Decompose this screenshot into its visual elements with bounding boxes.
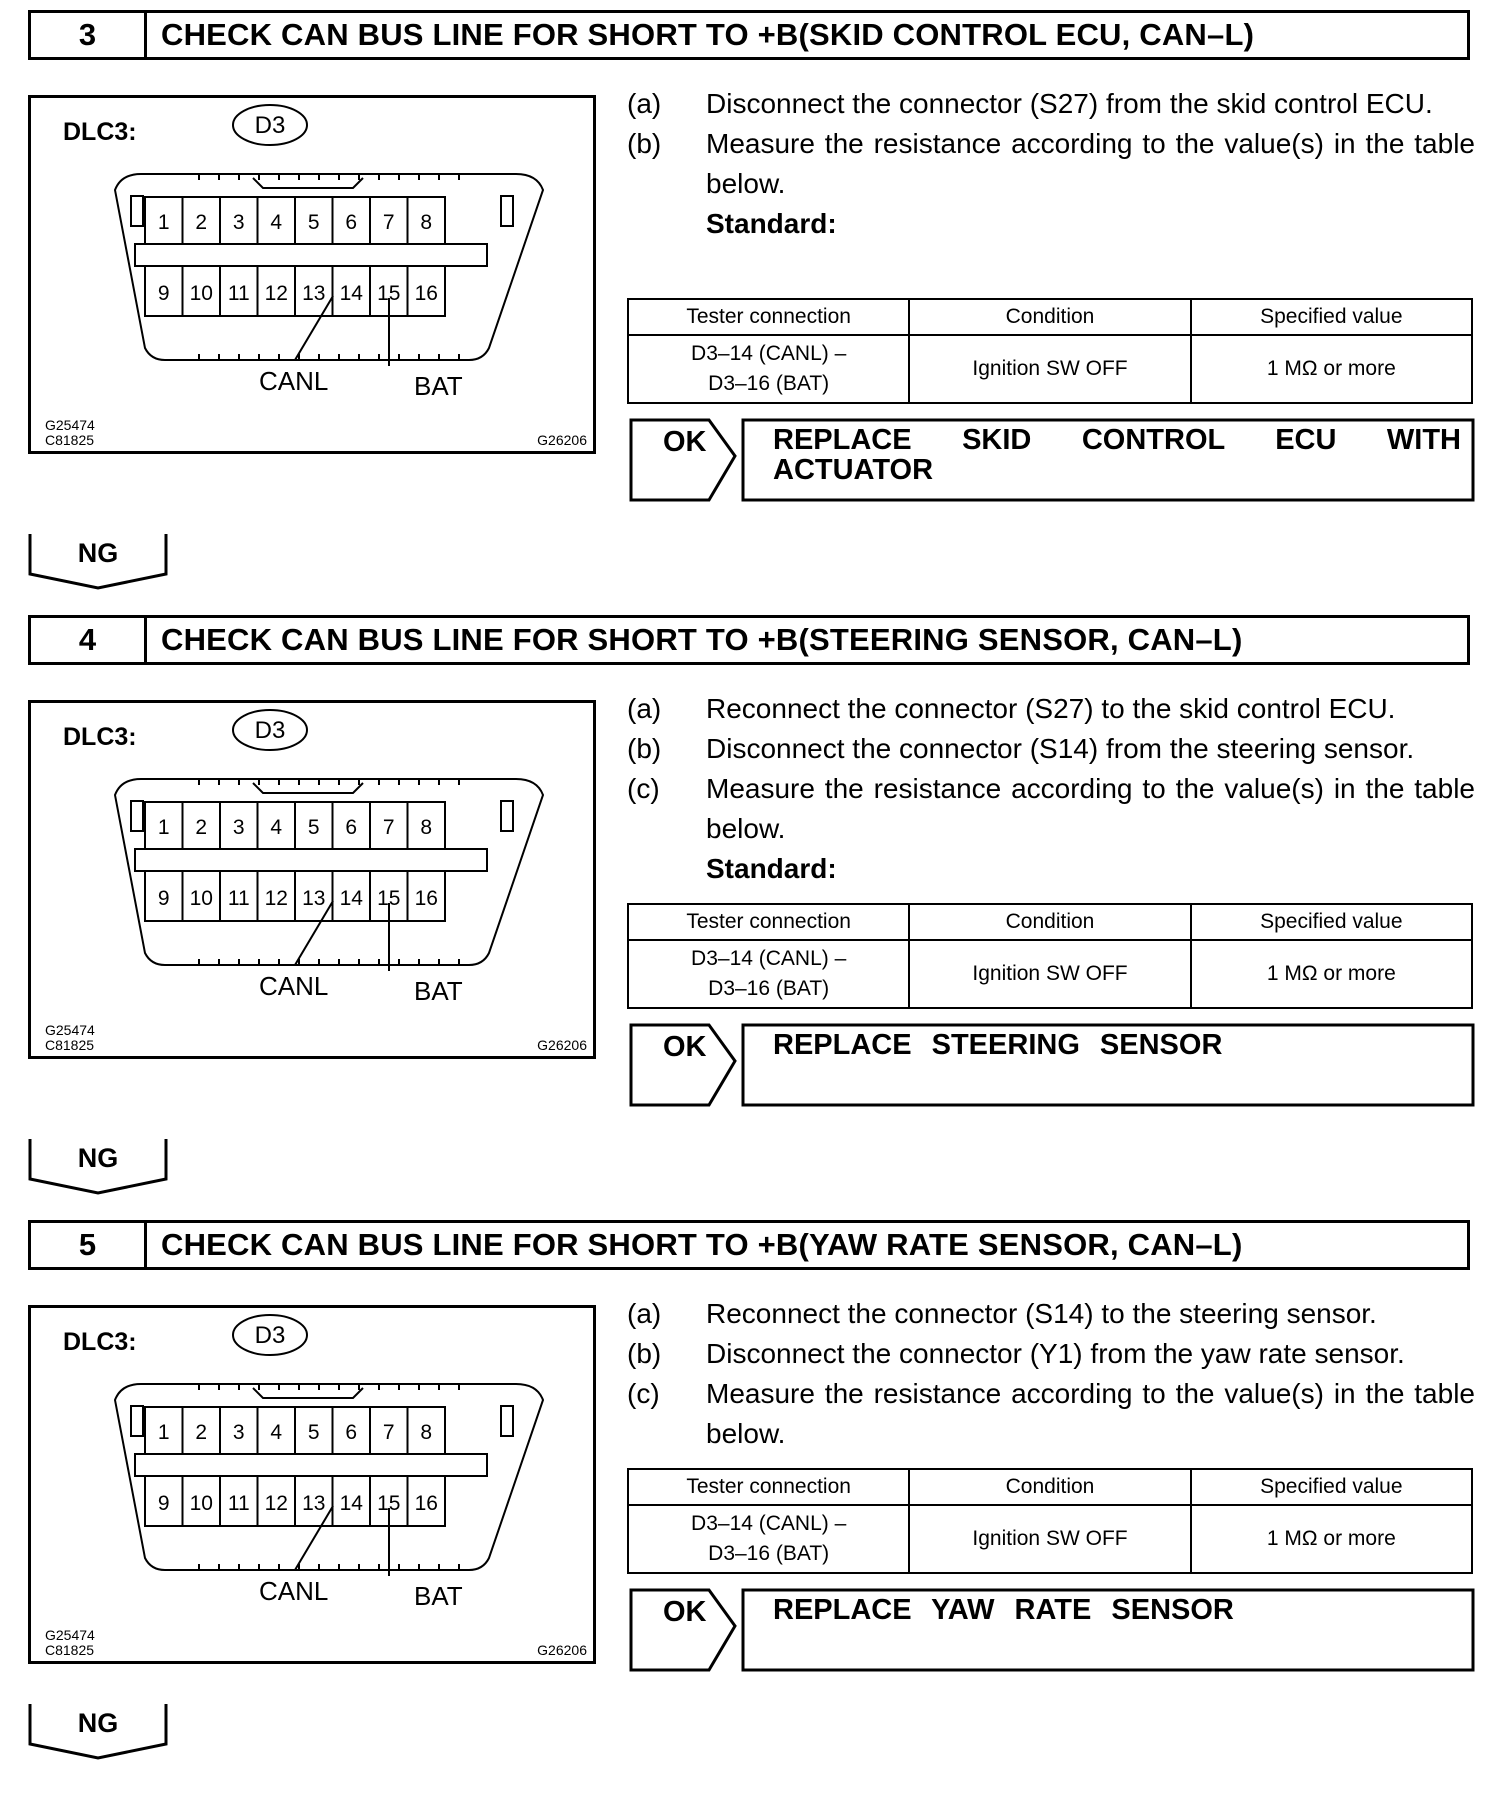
figure-code-a: G25474 bbox=[45, 1627, 95, 1643]
pin-number: 15 bbox=[377, 887, 401, 910]
canl-label: CANL bbox=[259, 366, 329, 396]
pin-number: 6 bbox=[345, 1421, 358, 1444]
pin-number: 3 bbox=[232, 211, 245, 234]
pin-number: 2 bbox=[195, 211, 208, 234]
pin-number: 12 bbox=[264, 887, 288, 910]
step-text: Disconnect the connector (S27) from the skid control ECU. bbox=[706, 88, 1433, 119]
check-section-4 bbox=[0, 605, 1504, 1208]
pin-number: 16 bbox=[414, 1492, 438, 1515]
cell-specified-value: 1 MΩ or more bbox=[1191, 335, 1472, 403]
step-item bbox=[627, 1294, 1475, 1334]
connector-key-notch bbox=[253, 178, 363, 188]
bat-label: BAT bbox=[414, 976, 463, 1006]
step-marker: (b) bbox=[627, 733, 662, 764]
header-tester-connection: Tester connection bbox=[628, 904, 909, 940]
canl-leader-line bbox=[295, 296, 333, 360]
cell-condition: Ignition SW OFF bbox=[909, 1505, 1190, 1573]
connector-name: DLC3: bbox=[63, 118, 137, 146]
pin-number: 6 bbox=[345, 816, 358, 839]
step-item bbox=[627, 1334, 1475, 1374]
pin-number: 8 bbox=[420, 211, 433, 234]
ok-result-row bbox=[629, 1023, 1475, 1107]
specification-table bbox=[627, 298, 1473, 404]
pin-number: 7 bbox=[382, 1421, 395, 1444]
pin-number: 14 bbox=[339, 282, 363, 305]
canl-label: CANL bbox=[259, 971, 329, 1001]
pin-number: 4 bbox=[270, 211, 283, 234]
connector-center-bar bbox=[135, 1454, 487, 1476]
header-condition: Condition bbox=[909, 299, 1190, 335]
step-item bbox=[627, 689, 1475, 729]
header-specified-value: Specified value bbox=[1191, 299, 1472, 335]
connection-line-1: D3–14 (CANL) – bbox=[691, 342, 847, 365]
step-header bbox=[28, 1220, 1470, 1270]
pin-number: 9 bbox=[157, 887, 170, 910]
step-marker: (b) bbox=[627, 128, 662, 159]
figure-codes bbox=[45, 418, 95, 448]
dlc3-connector-figure bbox=[28, 95, 596, 454]
ok-action: REPLACE SKID CONTROL ECU WITH ACTUATOR bbox=[773, 424, 1461, 486]
left-latch-slot bbox=[131, 1406, 143, 1436]
pin-number: 3 bbox=[232, 1421, 245, 1444]
pin-number: 7 bbox=[382, 816, 395, 839]
step-marker: (a) bbox=[627, 693, 662, 724]
step-text: Measure the resistance according to the value(s) in the table below. bbox=[706, 773, 1475, 844]
standard-label: Standard: bbox=[706, 853, 837, 884]
step-text: Reconnect the connector (S14) to the steering sensor. bbox=[706, 1298, 1377, 1329]
ok-label: OK bbox=[663, 1596, 707, 1628]
connector-center-bar bbox=[135, 244, 487, 266]
connection-line-2: D3–16 (BAT) bbox=[708, 1542, 830, 1565]
step-title: CHECK CAN BUS LINE FOR SHORT TO +B(STEERING SENSOR, CAN–L) bbox=[161, 622, 1243, 657]
pin-number: 5 bbox=[307, 211, 320, 234]
figure-code-b: C81825 bbox=[45, 1037, 95, 1053]
ng-label: NG bbox=[77, 1708, 119, 1738]
pin-number: 9 bbox=[157, 1492, 170, 1515]
ng-arrow bbox=[28, 1137, 168, 1195]
pin-number: 2 bbox=[195, 816, 208, 839]
procedure-steps bbox=[627, 1294, 1475, 1454]
connection-line-1: D3–14 (CANL) – bbox=[691, 1512, 847, 1535]
pin-number: 7 bbox=[382, 211, 395, 234]
header-specified-value: Specified value bbox=[1191, 904, 1472, 940]
step-text: Reconnect the connector (S27) to the skid control ECU. bbox=[706, 693, 1396, 724]
step-text: Measure the resistance according to the value(s) in the table below. bbox=[706, 128, 1475, 199]
pin-number: 1 bbox=[157, 816, 170, 839]
pin-number: 9 bbox=[157, 282, 170, 305]
right-latch-slot bbox=[501, 1406, 513, 1436]
cell-condition: Ignition SW OFF bbox=[909, 940, 1190, 1008]
pin-number: 13 bbox=[302, 282, 326, 305]
step-item bbox=[627, 1374, 1475, 1454]
bat-label: BAT bbox=[414, 1581, 463, 1611]
connection-line-1: D3–14 (CANL) – bbox=[691, 947, 847, 970]
figure-code-a: G25474 bbox=[45, 1022, 95, 1038]
canl-label: CANL bbox=[259, 1576, 329, 1606]
pin-number: 4 bbox=[270, 816, 283, 839]
figure-code-a: G25474 bbox=[45, 417, 95, 433]
connection-line-2: D3–16 (BAT) bbox=[708, 372, 830, 395]
connector-drawing bbox=[31, 98, 593, 451]
table-row bbox=[628, 940, 1472, 1008]
ok-result-row bbox=[629, 1588, 1475, 1672]
figure-codes bbox=[45, 1023, 95, 1053]
figure-code-c: G26206 bbox=[537, 1642, 587, 1658]
pin-number: 11 bbox=[227, 1492, 250, 1515]
procedure-steps bbox=[627, 689, 1475, 889]
pin-number: 12 bbox=[264, 1492, 288, 1515]
specification-table bbox=[627, 1468, 1473, 1574]
left-latch-slot bbox=[131, 801, 143, 831]
table-row bbox=[628, 335, 1472, 403]
step-item bbox=[627, 84, 1475, 124]
check-section-5 bbox=[0, 1210, 1504, 1813]
connector-code: D3 bbox=[254, 1322, 286, 1349]
canl-leader-line bbox=[295, 1506, 333, 1570]
table-row bbox=[628, 1505, 1472, 1573]
connector-drawing bbox=[31, 703, 593, 1056]
pin-number: 5 bbox=[307, 1421, 320, 1444]
header-specified-value: Specified value bbox=[1191, 1469, 1472, 1505]
left-latch-slot bbox=[131, 196, 143, 226]
connector-name: DLC3: bbox=[63, 723, 137, 751]
ng-arrow bbox=[28, 1702, 168, 1760]
procedure-steps bbox=[627, 84, 1475, 244]
pin-number: 1 bbox=[157, 1421, 170, 1444]
pin-number: 14 bbox=[339, 887, 363, 910]
pin-number: 16 bbox=[414, 887, 438, 910]
pin-number: 12 bbox=[264, 282, 288, 305]
step-item bbox=[627, 124, 1475, 204]
connection-line-2: D3–16 (BAT) bbox=[708, 977, 830, 1000]
table-header-row bbox=[628, 299, 1472, 335]
connector-drawing bbox=[31, 1308, 593, 1661]
table-header-row bbox=[628, 904, 1472, 940]
step-marker: (a) bbox=[627, 88, 662, 119]
cell-tester-connection bbox=[628, 335, 909, 403]
pin-number: 3 bbox=[232, 816, 245, 839]
cell-condition: Ignition SW OFF bbox=[909, 335, 1190, 403]
header-condition: Condition bbox=[909, 1469, 1190, 1505]
pin-number: 13 bbox=[302, 1492, 326, 1515]
header-tester-connection: Tester connection bbox=[628, 299, 909, 335]
specification-table bbox=[627, 903, 1473, 1009]
step-marker: (c) bbox=[627, 1378, 660, 1409]
step-item bbox=[627, 729, 1475, 769]
connector-key-notch bbox=[253, 1388, 363, 1398]
pin-number: 14 bbox=[339, 1492, 363, 1515]
connector-code: D3 bbox=[254, 717, 286, 744]
check-section-3 bbox=[0, 0, 1504, 603]
header-condition: Condition bbox=[909, 904, 1190, 940]
ok-label: OK bbox=[663, 426, 707, 458]
cell-tester-connection bbox=[628, 940, 909, 1008]
right-latch-slot bbox=[501, 801, 513, 831]
pin-number: 2 bbox=[195, 1421, 208, 1444]
step-text: Measure the resistance according to the value(s) in the table below. bbox=[706, 1378, 1475, 1449]
ok-action: REPLACE YAW RATE SENSOR bbox=[773, 1594, 1234, 1626]
pin-number: 4 bbox=[270, 1421, 283, 1444]
step-marker: (a) bbox=[627, 1298, 662, 1329]
pin-number: 13 bbox=[302, 887, 326, 910]
pin-number: 10 bbox=[189, 1492, 213, 1515]
step-text: Disconnect the connector (Y1) from the yaw rate sensor. bbox=[706, 1338, 1405, 1369]
ng-label: NG bbox=[77, 1143, 119, 1173]
header-tester-connection: Tester connection bbox=[628, 1469, 909, 1505]
step-header bbox=[28, 10, 1470, 60]
canl-leader-line bbox=[295, 901, 333, 965]
connector-code: D3 bbox=[254, 112, 286, 139]
pin-number: 6 bbox=[345, 211, 358, 234]
pin-number: 16 bbox=[414, 282, 438, 305]
step-text: Disconnect the connector (S14) from the steering sensor. bbox=[706, 733, 1415, 764]
ok-result-row bbox=[629, 418, 1475, 502]
dlc3-connector-figure bbox=[28, 700, 596, 1059]
figure-code-b: C81825 bbox=[45, 1642, 95, 1658]
cell-specified-value: 1 MΩ or more bbox=[1191, 940, 1472, 1008]
step-number: 3 bbox=[31, 13, 147, 57]
standard-label: Standard: bbox=[706, 208, 837, 239]
cell-tester-connection bbox=[628, 1505, 909, 1573]
step-title: CHECK CAN BUS LINE FOR SHORT TO +B(YAW RATE SENSOR, CAN–L) bbox=[161, 1227, 1243, 1262]
pin-number: 5 bbox=[307, 816, 320, 839]
dlc3-connector-figure bbox=[28, 1305, 596, 1664]
pin-number: 10 bbox=[189, 887, 213, 910]
ng-arrow bbox=[28, 532, 168, 590]
pin-number: 10 bbox=[189, 282, 213, 305]
step-header bbox=[28, 615, 1470, 665]
ng-label: NG bbox=[77, 538, 119, 568]
step-marker: (b) bbox=[627, 1338, 662, 1369]
pin-number: 11 bbox=[227, 282, 250, 305]
step-number: 5 bbox=[31, 1223, 147, 1267]
figure-code-b: C81825 bbox=[45, 432, 95, 448]
pin-number: 8 bbox=[420, 1421, 433, 1444]
step-number: 4 bbox=[31, 618, 147, 662]
step-title: CHECK CAN BUS LINE FOR SHORT TO +B(SKID CONTROL ECU, CAN–L) bbox=[161, 17, 1255, 52]
figure-code-c: G26206 bbox=[537, 432, 587, 448]
connector-center-bar bbox=[135, 849, 487, 871]
cell-specified-value: 1 MΩ or more bbox=[1191, 1505, 1472, 1573]
pin-number: 15 bbox=[377, 282, 401, 305]
pin-number: 1 bbox=[157, 211, 170, 234]
ok-label: OK bbox=[663, 1031, 707, 1063]
bat-label: BAT bbox=[414, 371, 463, 401]
pin-number: 15 bbox=[377, 1492, 401, 1515]
right-latch-slot bbox=[501, 196, 513, 226]
pin-number: 11 bbox=[227, 887, 250, 910]
connector-key-notch bbox=[253, 783, 363, 793]
pin-number: 8 bbox=[420, 816, 433, 839]
step-item bbox=[627, 769, 1475, 849]
figure-code-c: G26206 bbox=[537, 1037, 587, 1053]
figure-codes bbox=[45, 1628, 95, 1658]
table-header-row bbox=[628, 1469, 1472, 1505]
step-marker: (c) bbox=[627, 773, 660, 804]
connector-name: DLC3: bbox=[63, 1328, 137, 1356]
ok-action: REPLACE STEERING SENSOR bbox=[773, 1029, 1223, 1061]
